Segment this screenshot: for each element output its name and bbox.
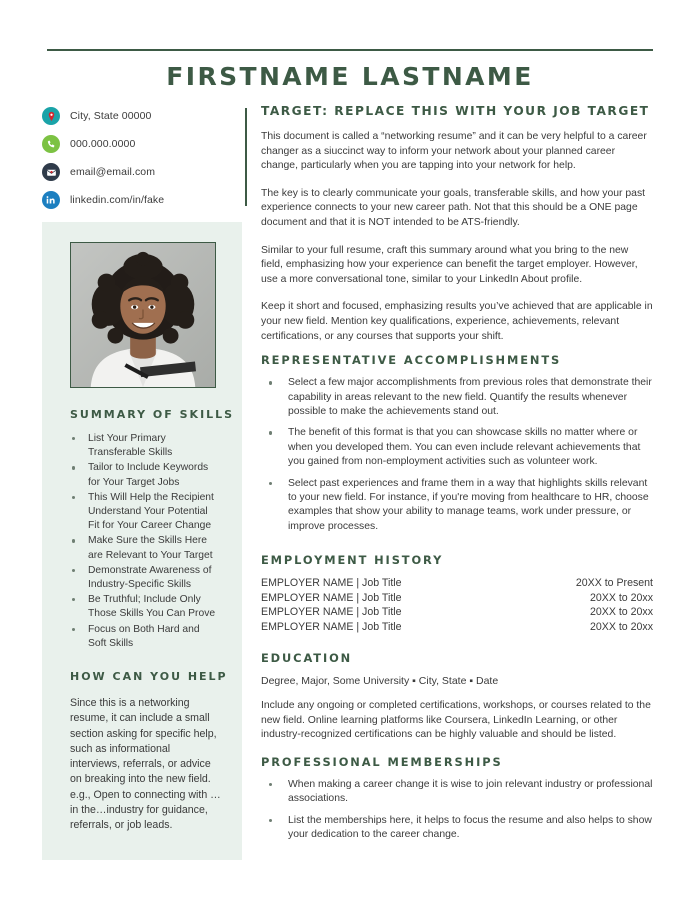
job-dates: 20XX to Present [575, 577, 653, 590]
bullet-dot-icon [72, 628, 75, 631]
list-item [261, 426, 653, 469]
avatar [70, 242, 216, 388]
membership-text: When making a career change it is wise to join relevant industry or professional associations. [288, 778, 653, 805]
section-education [261, 651, 653, 743]
job-title: EMPLOYER NAME | Job Title [261, 606, 402, 619]
target-paragraph: Keep it short and focused, emphasizing results you’ve achieved that are applicable in your new field. Mention key qualifications, experience, achievements, relevant certifications, or any courses that supports your shift. [261, 301, 653, 342]
bullet-dot-icon [269, 783, 272, 786]
list-item [70, 491, 220, 534]
list-item [70, 593, 220, 621]
list-item [70, 461, 220, 489]
bullet-dot-icon [269, 431, 272, 434]
bullet-dot-icon [72, 598, 75, 601]
job-dates: 20XX to 20xx [589, 591, 653, 604]
education-heading: EDUCATION [261, 650, 353, 665]
employment-list [261, 576, 653, 634]
list-item [70, 534, 220, 562]
linkedin-icon [42, 191, 60, 209]
list-item [70, 564, 220, 592]
target-paragraph: This document is called a “networking resume” and it can be very helpful to a career changer as a siuccinct way to inform your network about your planned career change, particularly when you are tapping into your network for help. [261, 131, 647, 172]
section-employment [261, 553, 653, 634]
list-item [70, 432, 220, 460]
section-target [261, 104, 653, 344]
contact-phone-text: 000.000.0000 [70, 138, 136, 150]
bullet-dot-icon [269, 482, 272, 485]
bullet-dot-icon [72, 539, 75, 542]
membership-text: List the memberships here, it helps to focus the resume and also helps to show your dedication to the career change. [288, 814, 652, 841]
accomplishments-list [261, 376, 653, 534]
table-row [261, 605, 653, 620]
education-body: Include any ongoing or completed certifications, workshops, or courses related to the new field. Online learning platforms like Coursera, LinkedIn Learning, or other industry-recognized certifications can be highly valuable and should be listed. [261, 700, 651, 741]
bullet-dot-icon [269, 381, 272, 384]
bullet-dot-icon [72, 466, 75, 469]
job-title: EMPLOYER NAME | Job Title [261, 591, 402, 604]
location-pin-icon [42, 107, 60, 125]
help-body: Since this is a networking resume, it can include a small section asking for specific help, such as informational interviews, referrals, or advice on breaking into the new field. e.g., Open to connecting with …in the…industry for guidance, referrals, or job leads. [70, 697, 221, 832]
sidebar-panel [42, 222, 242, 860]
email-icon [42, 163, 60, 181]
sidebar-contact [42, 104, 242, 216]
section-memberships [261, 755, 653, 843]
bullet-dot-icon [72, 569, 75, 572]
contact-linkedin [42, 188, 242, 212]
accomplishment-text: Select past experiences and frame them in a way that highlights skills relevant to your new field. For instance, if you're moving from healthcare to HR, choose examples that show your ability to manage teams, work under pressure, or improve processes. [288, 477, 649, 532]
target-accent-bar [245, 108, 247, 206]
help-heading: HOW CAN YOU HELP [70, 670, 228, 683]
accomplishment-text: The benefit of this format is that you can showcase skills no matter where or when you developed them. You can even include relevant achievements that you gained from non-employment activities such as volunteer work. [288, 427, 641, 468]
contact-list [42, 104, 242, 212]
accomplishments-heading: REPRESENTATIVE ACCOMPLISHMENTS [261, 353, 562, 368]
target-paragraph: Similar to your full resume, craft this summary around what you bring to the new field, emphasizing how your experience can benefit the target employer. However, use a more conversational tone, similar to your LinkedIn About profile. [261, 244, 638, 285]
header-rule [47, 49, 653, 51]
table-row [261, 576, 653, 591]
job-title: EMPLOYER NAME | Job Title [261, 577, 402, 590]
skill-text: List Your Primary Transferable Skills [88, 433, 173, 459]
skill-text: Tailor to Include Keywords for Your Target Jobs [88, 462, 209, 488]
phone-icon [42, 135, 60, 153]
table-row [261, 620, 653, 635]
bullet-dot-icon [72, 496, 75, 499]
skill-text: Be Truthful; Include Only Those Skills You Can Prove [88, 594, 216, 620]
skill-text: Focus on Both Hard and Soft Skills [88, 623, 200, 649]
skills-heading: SUMMARY OF SKILLS [70, 408, 235, 421]
page-title: FIRSTNAME LASTNAME [166, 62, 534, 91]
skill-text: Make Sure the Skills Here are Relevant to Your Target [88, 535, 213, 561]
target-paragraph: The key is to clearly communicate your goals, transferable skills, and how your past experience connects to your new career path. Not that this should be a ONE page document and that it is NOT intended to be ATS-friendly. [261, 187, 646, 228]
job-dates: 20XX to 20xx [589, 606, 653, 619]
list-item [261, 376, 653, 419]
contact-location [42, 104, 242, 128]
section-accomplishments [261, 353, 653, 534]
list-item [261, 477, 653, 535]
memberships-heading: PROFESSIONAL MEMBERSHIPS [261, 754, 503, 769]
list-item [261, 814, 653, 843]
contact-email [42, 160, 242, 184]
contact-email-text: email@email.com [70, 166, 156, 178]
bullet-dot-icon [269, 819, 272, 822]
education-degree-line: Degree, Major, Some University ▪ City, State ▪ Date [261, 674, 499, 687]
main-content [261, 104, 653, 850]
job-dates: 20XX to 20xx [589, 620, 653, 633]
employment-heading: EMPLOYMENT HISTORY [261, 553, 444, 568]
contact-location-text: City, State 00000 [70, 110, 152, 122]
skill-text: This Will Help the Recipient Understand Your Potential Fit for Your Career Change [88, 491, 214, 532]
skills-list [70, 432, 220, 652]
target-heading: TARGET: REPLACE THIS WITH YOUR JOB TARGET [261, 104, 650, 118]
memberships-list [261, 778, 653, 843]
table-row [261, 591, 653, 606]
bullet-dot-icon [72, 437, 75, 440]
skill-text: Demonstrate Awareness of Industry-Specific Skills [88, 564, 212, 591]
list-item [261, 778, 653, 807]
list-item [70, 623, 220, 651]
contact-phone [42, 132, 242, 156]
contact-linkedin-text: linkedin.com/in/fake [70, 194, 165, 206]
job-title: EMPLOYER NAME | Job Title [261, 620, 402, 633]
accomplishment-text: Select a few major accomplishments from previous roles that demonstrate their capability in areas relevant to the new field. Quantify the results whenever possible to make the achievements stand out. [288, 377, 652, 417]
